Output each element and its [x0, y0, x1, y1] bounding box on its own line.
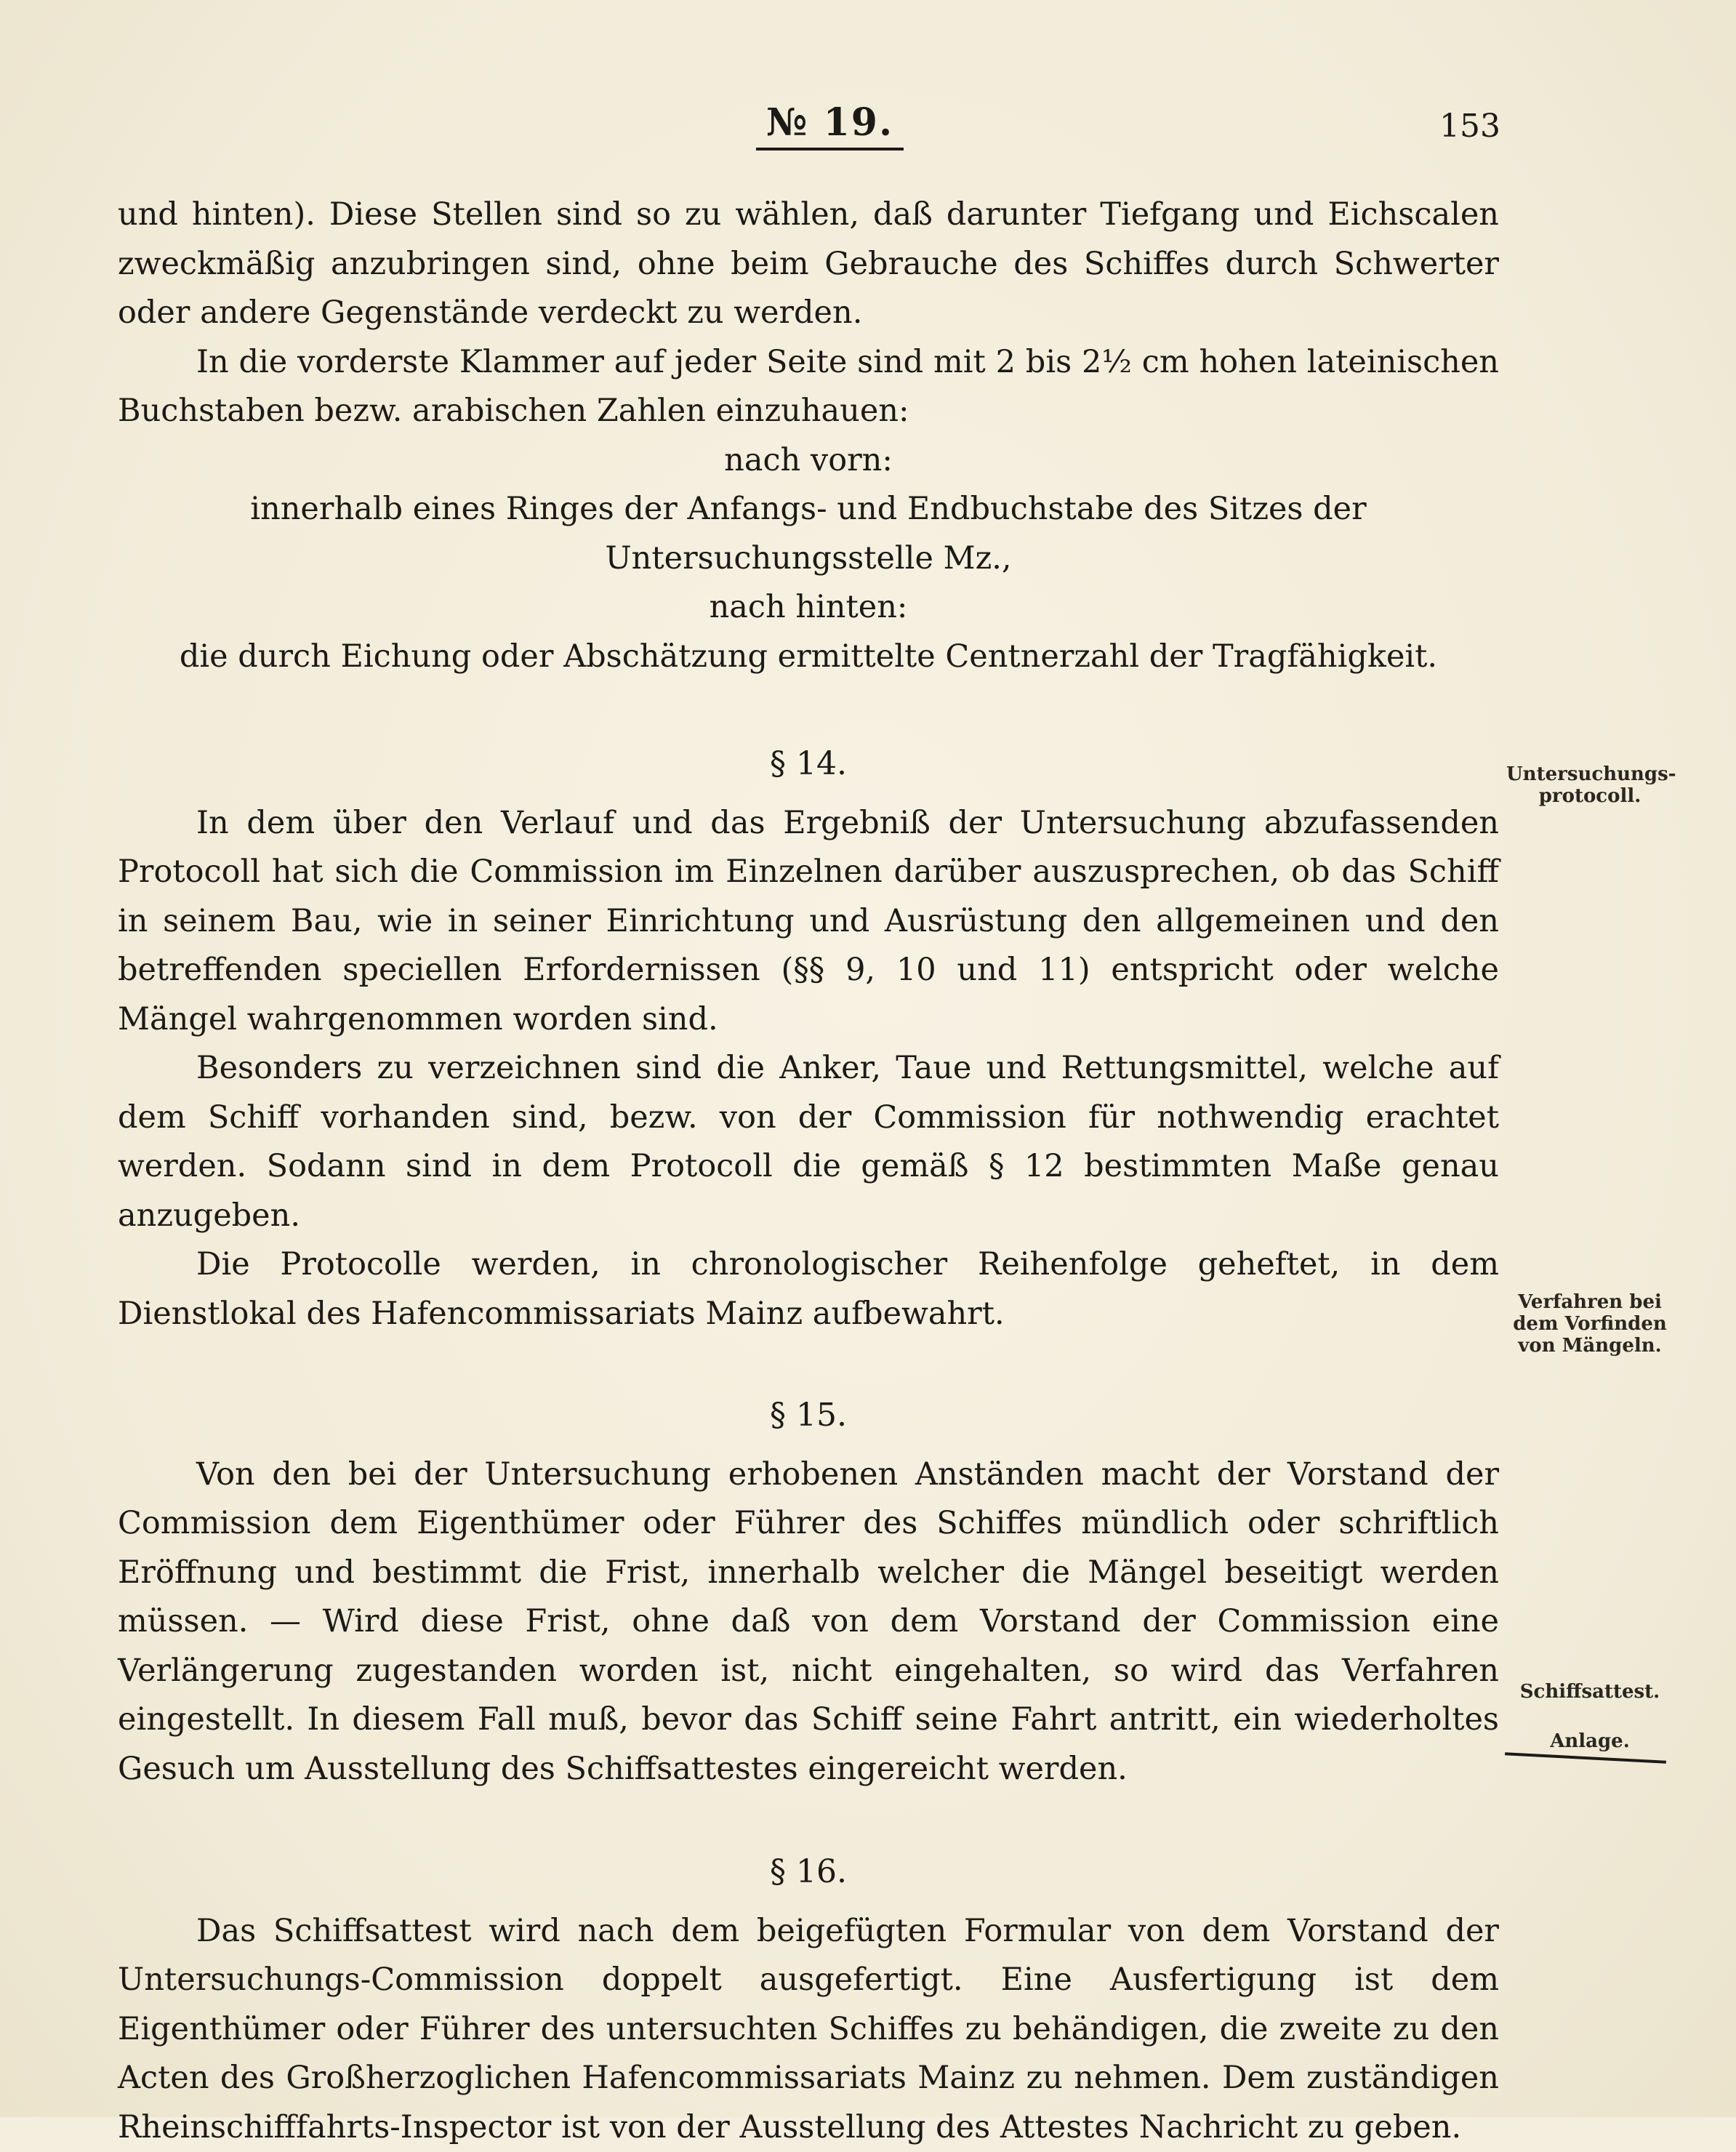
section-14-paragraph-1: In dem über den Verlauf und das Ergebniß der Untersuchung abzufassenden Protocoll hat sich die Commission im Einzelnen darüber auszusprechen, ob das Schiff in seinem Bau, wie in seiner Einrichtung und Ausrüstung den allgemeinen und den betreffenden speciellen Erfordernissen (§§ 9, 10 und 11) entspricht oder welche Mängel wahrgenommen worden sind. — [118, 799, 1499, 1045]
section-16-paragraph-1: Das Schiffsattest wird nach dem beigefügten Formular von dem Vorstand der Untersuchungs-Commission doppelt ausgefertigt. Eine Ausfertigung ist dem Eigenthümer oder Führer des untersuchten Schiffes zu behändigen, die zweite zu den Acten des Großherzoglichen Hafencommissariats Mainz zu nehmen. Dem zuständigen Rheinschifffahrts-Inspector ist von der Ausstellung des Attestes Nachricht zu geben. — [118, 1907, 1499, 2152]
paragraph-klammer: In die vorderste Klammer auf jeder Seite sind mit 2 bis 2½ cm hohen lateinischen Buchstaben bezw. arabischen Zahlen einzuhauen: — [118, 338, 1499, 436]
section-heading-14: § 14. — [118, 739, 1499, 789]
paragraph-continued: und hinten). Diese Stellen sind so zu wählen, daß darunter Tiefgang und Eichscalen zweckmäßig anzubringen sind, ohne beim Gebrauche des Schiffes durch Schwerter oder andere Gegenstände verdeckt zu werden. — [118, 190, 1499, 338]
attachment-pointer-line — [1505, 1752, 1666, 1764]
centered-line-back: nach hinten: — [118, 583, 1499, 633]
margin-note-attest: Schiffsattest. — [1506, 1681, 1673, 1703]
page-number: 153 — [1439, 108, 1500, 145]
section-heading-16: § 16. — [118, 1847, 1499, 1897]
margin-note-attachment: Anlage. — [1506, 1730, 1673, 1752]
section-14-paragraph-3: Die Protocolle werden, in chronologischer Reihenfolge geheftet, in dem Dienstlokal des Hafencommissariats Mainz aufbewahrt. — [118, 1240, 1499, 1338]
margin-note-procedure: Verfahren bei dem Vorfinden von Mängeln. — [1506, 1291, 1673, 1357]
section-15-paragraph-1: Von den bei der Untersuchung erhobenen Anständen macht der Vorstand der Commission dem Eigenthümer oder Führer des Schiffes mündlich oder schriftlich Eröffnung und bestimmt die Frist, innerhalb welcher die Mängel beseitigt werden müssen. — Wird diese Frist, ohne daß von dem Vorstand der Commission eine Verlängerung zugestanden worden ist, nicht eingehalten, so wird das Verfahren eingestellt. In diesem Fall muß, bevor das Schiff seine Fahrt antritt, ein wiederholtes Gesuch um Ausstellung des Schiffsattestes eingereicht werden. — [118, 1450, 1499, 1794]
margin-note-protocol: Untersuchungs-protocoll. — [1506, 763, 1673, 807]
centered-line-ring: innerhalb eines Ringes der Anfangs- und Endbuchstabe des Sitzes der Untersuchungsstelle Mz., — [118, 485, 1499, 583]
centered-line-capacity: die durch Eichung oder Abschätzung ermittelte Centnerzahl der Tragfähigkeit. — [118, 633, 1499, 682]
section-heading-15: § 15. — [118, 1391, 1499, 1440]
issue-number: № 19. — [756, 100, 904, 150]
section-14-paragraph-2: Besonders zu verzeichnen sind die Anker, Taue und Rettungsmittel, welche auf dem Schiff vorhanden sind, bezw. von der Commission für nothwendig erachtet werden. Sodann sind in dem Protocoll die gemäß § 12 bestimmten Maße genau anzugeben. — [118, 1044, 1499, 1240]
page-body — [118, 190, 1499, 2152]
centered-line-front: nach vorn: — [118, 436, 1499, 486]
